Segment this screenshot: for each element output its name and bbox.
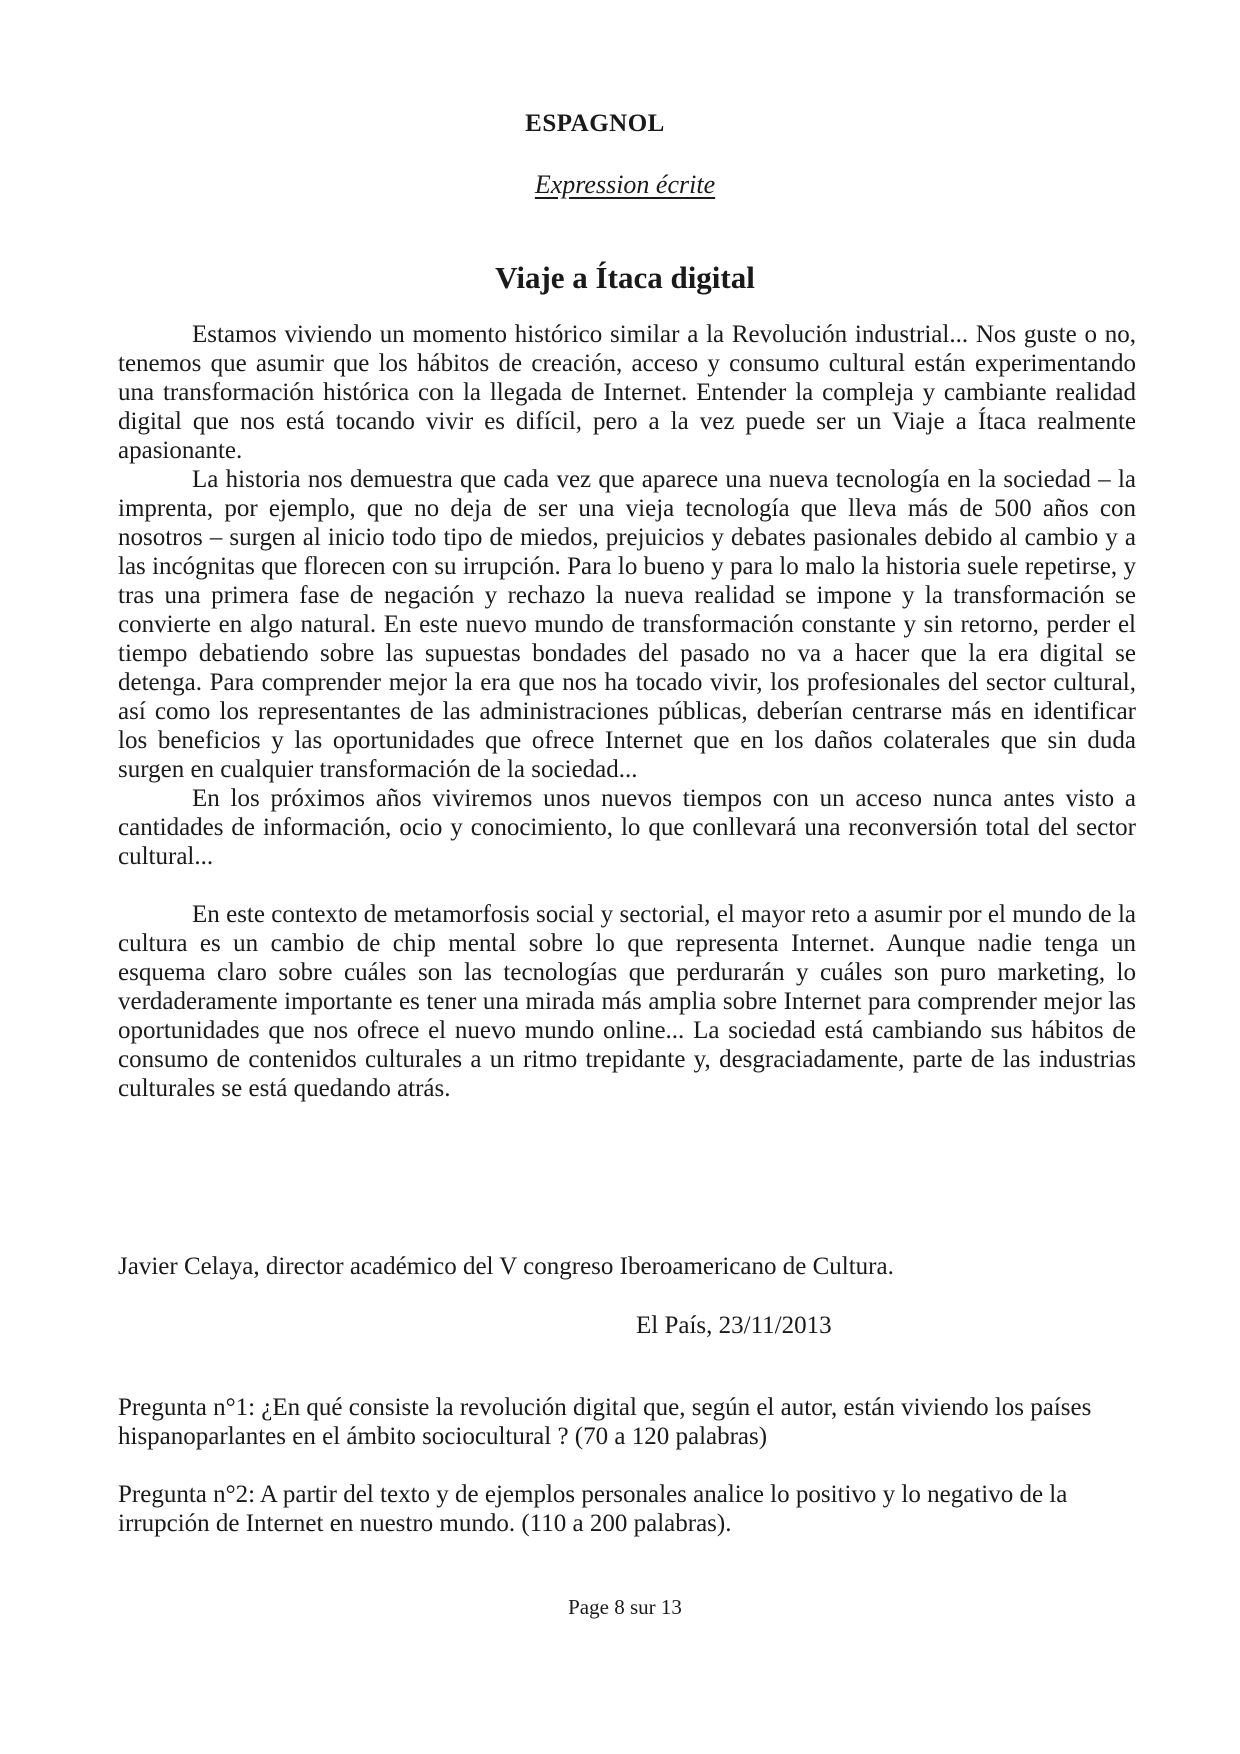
article-paragraph: Estamos viviendo un momento histórico similar a la Revolución industrial... Nos guste o no, tenemos que asumir que los hábitos de creación, acceso y consumo cultural están experimentando una transformación histórica con la llegada de Internet. Entender la compleja y cambiante realidad digital que nos está tocando vivir es difícil, pero a la vez puede ser un Viaje a Ítaca realmente apasionante. bbox=[118, 321, 1136, 464]
article-paragraph: En este contexto de metamorfosis social y sectorial, el mayor reto a asumir por el mundo de la cultura es un cambio de chip mental sobre lo que representa Internet. Aunque nadie tenga un esquema claro sobre cuáles son las tecnologías que perdurarán y cuáles son puro marketing, lo verdaderamente importante es tener una mirada más amplia sobre Internet para comprender mejor las oportunidades que nos ofrece el nuevo mundo online... La sociedad está cambiando sus hábitos de consumo de contenidos culturales a un ritmo trepidante y, desgraciadamente, parte de las industrias culturales se está quedando atrás. bbox=[118, 901, 1136, 1102]
question-2: Pregunta n°2: A partir del texto y de ejemplos personales analice lo positivo y lo negativo de la irrupción de Internet en nuestro mundo. (110 a 200 palabras). bbox=[118, 1481, 1068, 1537]
page-number: Page 8 sur 13 bbox=[568, 1595, 682, 1619]
article-title: Viaje a Ítaca digital bbox=[495, 260, 755, 295]
exercise-type: Expression écrite bbox=[534, 170, 716, 199]
question-1: Pregunta n°1: ¿En qué consiste la revolución digital que, según el autor, están viviendo los países hispanoparlantes en el ámbito sociocultural ? (70 a 120 palabras) bbox=[118, 1394, 1092, 1450]
article-body bbox=[118, 320, 1136, 1103]
subject-heading: ESPAGNOL bbox=[525, 110, 665, 137]
article-paragraph: La historia nos demuestra que cada vez que aparece una nueva tecnología en la sociedad – la imprenta, por ejemplo, que no deja de ser una vieja tecnología que lleva más de 500 años con nosotros – surgen al inicio todo tipo de miedos, prejuicios y debates pasionales debido al cambio y a las incógnitas que florecen con su irrupción. Para lo bueno y para lo malo la historia suele repetirse, y tras una primera fase de negación y rechazo la nueva realidad se impone y la transformación se convierte en algo natural. En este nuevo mundo de transformación constante y sin retorno, perder el tiempo debatiendo sobre las supuestas bondades del pasado no va a hacer que la era digital se detenga. Para comprender mejor la era que nos ha tocado vivir, los profesionales del sector cultural, así como los representantes de las administraciones públicas, deberían centrarse más en identificar los beneficios y las oportunidades que ofrece Internet que en los daños colaterales que sin duda surgen en cualquier transformación de la sociedad... bbox=[118, 466, 1136, 783]
article-paragraph: En los próximos años viviremos unos nuevos tiempos con un acceso nunca antes visto a cantidades de información, ocio y conocimiento, lo que conllevará una reconversión total del sector cultural... bbox=[118, 785, 1136, 870]
article-source: El País, 23/11/2013 bbox=[636, 1312, 832, 1339]
questions-section bbox=[118, 1393, 1136, 1567]
article-author: Javier Celaya, director académico del V congreso Iberoamericano de Cultura. bbox=[118, 1253, 894, 1280]
